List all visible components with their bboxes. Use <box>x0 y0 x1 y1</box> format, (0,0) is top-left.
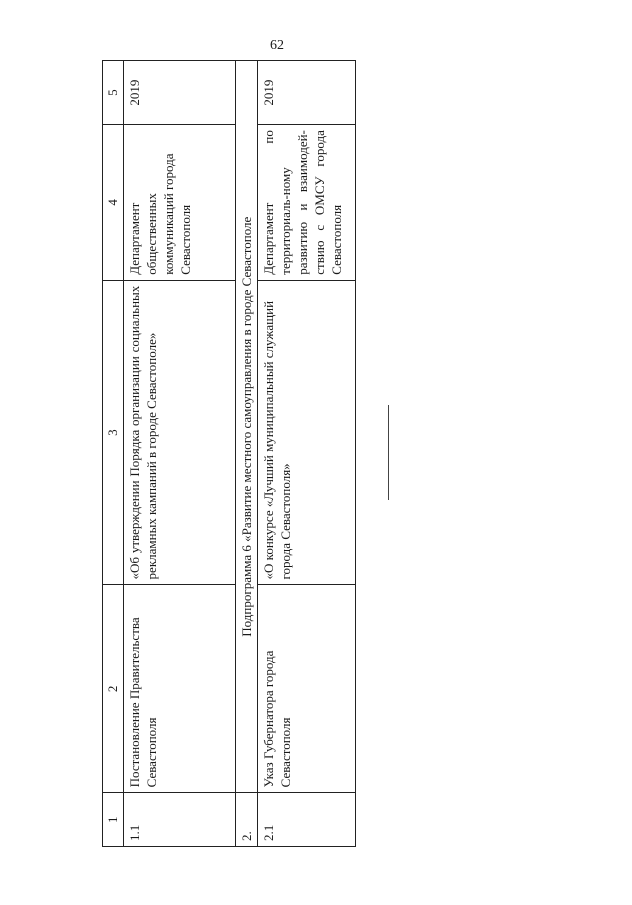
row-number: 2.1 <box>258 793 356 847</box>
page-number: 62 <box>270 38 284 53</box>
header-col-1: 1 <box>103 793 124 847</box>
legal-acts-table <box>102 60 356 847</box>
header-col-2: 2 <box>103 585 124 793</box>
section-row <box>236 61 258 847</box>
header-col-3: 3 <box>103 280 124 585</box>
row-department: Департамент по территориаль-ному развитию и взаимодей-ствию с ОМСУ города Севастополя <box>258 125 356 281</box>
row-year: 2019 <box>258 61 356 125</box>
row-doc-type: Указ Губернатора города Севастополя <box>258 585 356 793</box>
header-col-5: 5 <box>103 61 124 125</box>
row-doc-type: Постановление Правительства Севастополя <box>124 585 236 793</box>
section-title: Подпрограмма 6 «Развитие местного самоуправления в городе Севастополе <box>236 61 258 793</box>
row-title: «Об утверждении Порядка организации социальных рекламных кампаний в городе Севастополе» <box>124 280 236 585</box>
table-row <box>258 61 356 847</box>
section-number: 2. <box>236 793 258 847</box>
row-department: Департамент общественных коммуникаций города Севастополя <box>124 125 236 281</box>
table-header-row <box>103 61 124 847</box>
row-year: 2019 <box>124 61 236 125</box>
rotated-table-container <box>102 60 356 847</box>
table-row <box>124 61 236 847</box>
header-col-4: 4 <box>103 125 124 281</box>
row-number: 1.1 <box>124 793 236 847</box>
row-title: «О конкурсе «Лучший муниципальный служащий города Севастополя» <box>258 280 356 585</box>
separator-line <box>388 405 389 500</box>
